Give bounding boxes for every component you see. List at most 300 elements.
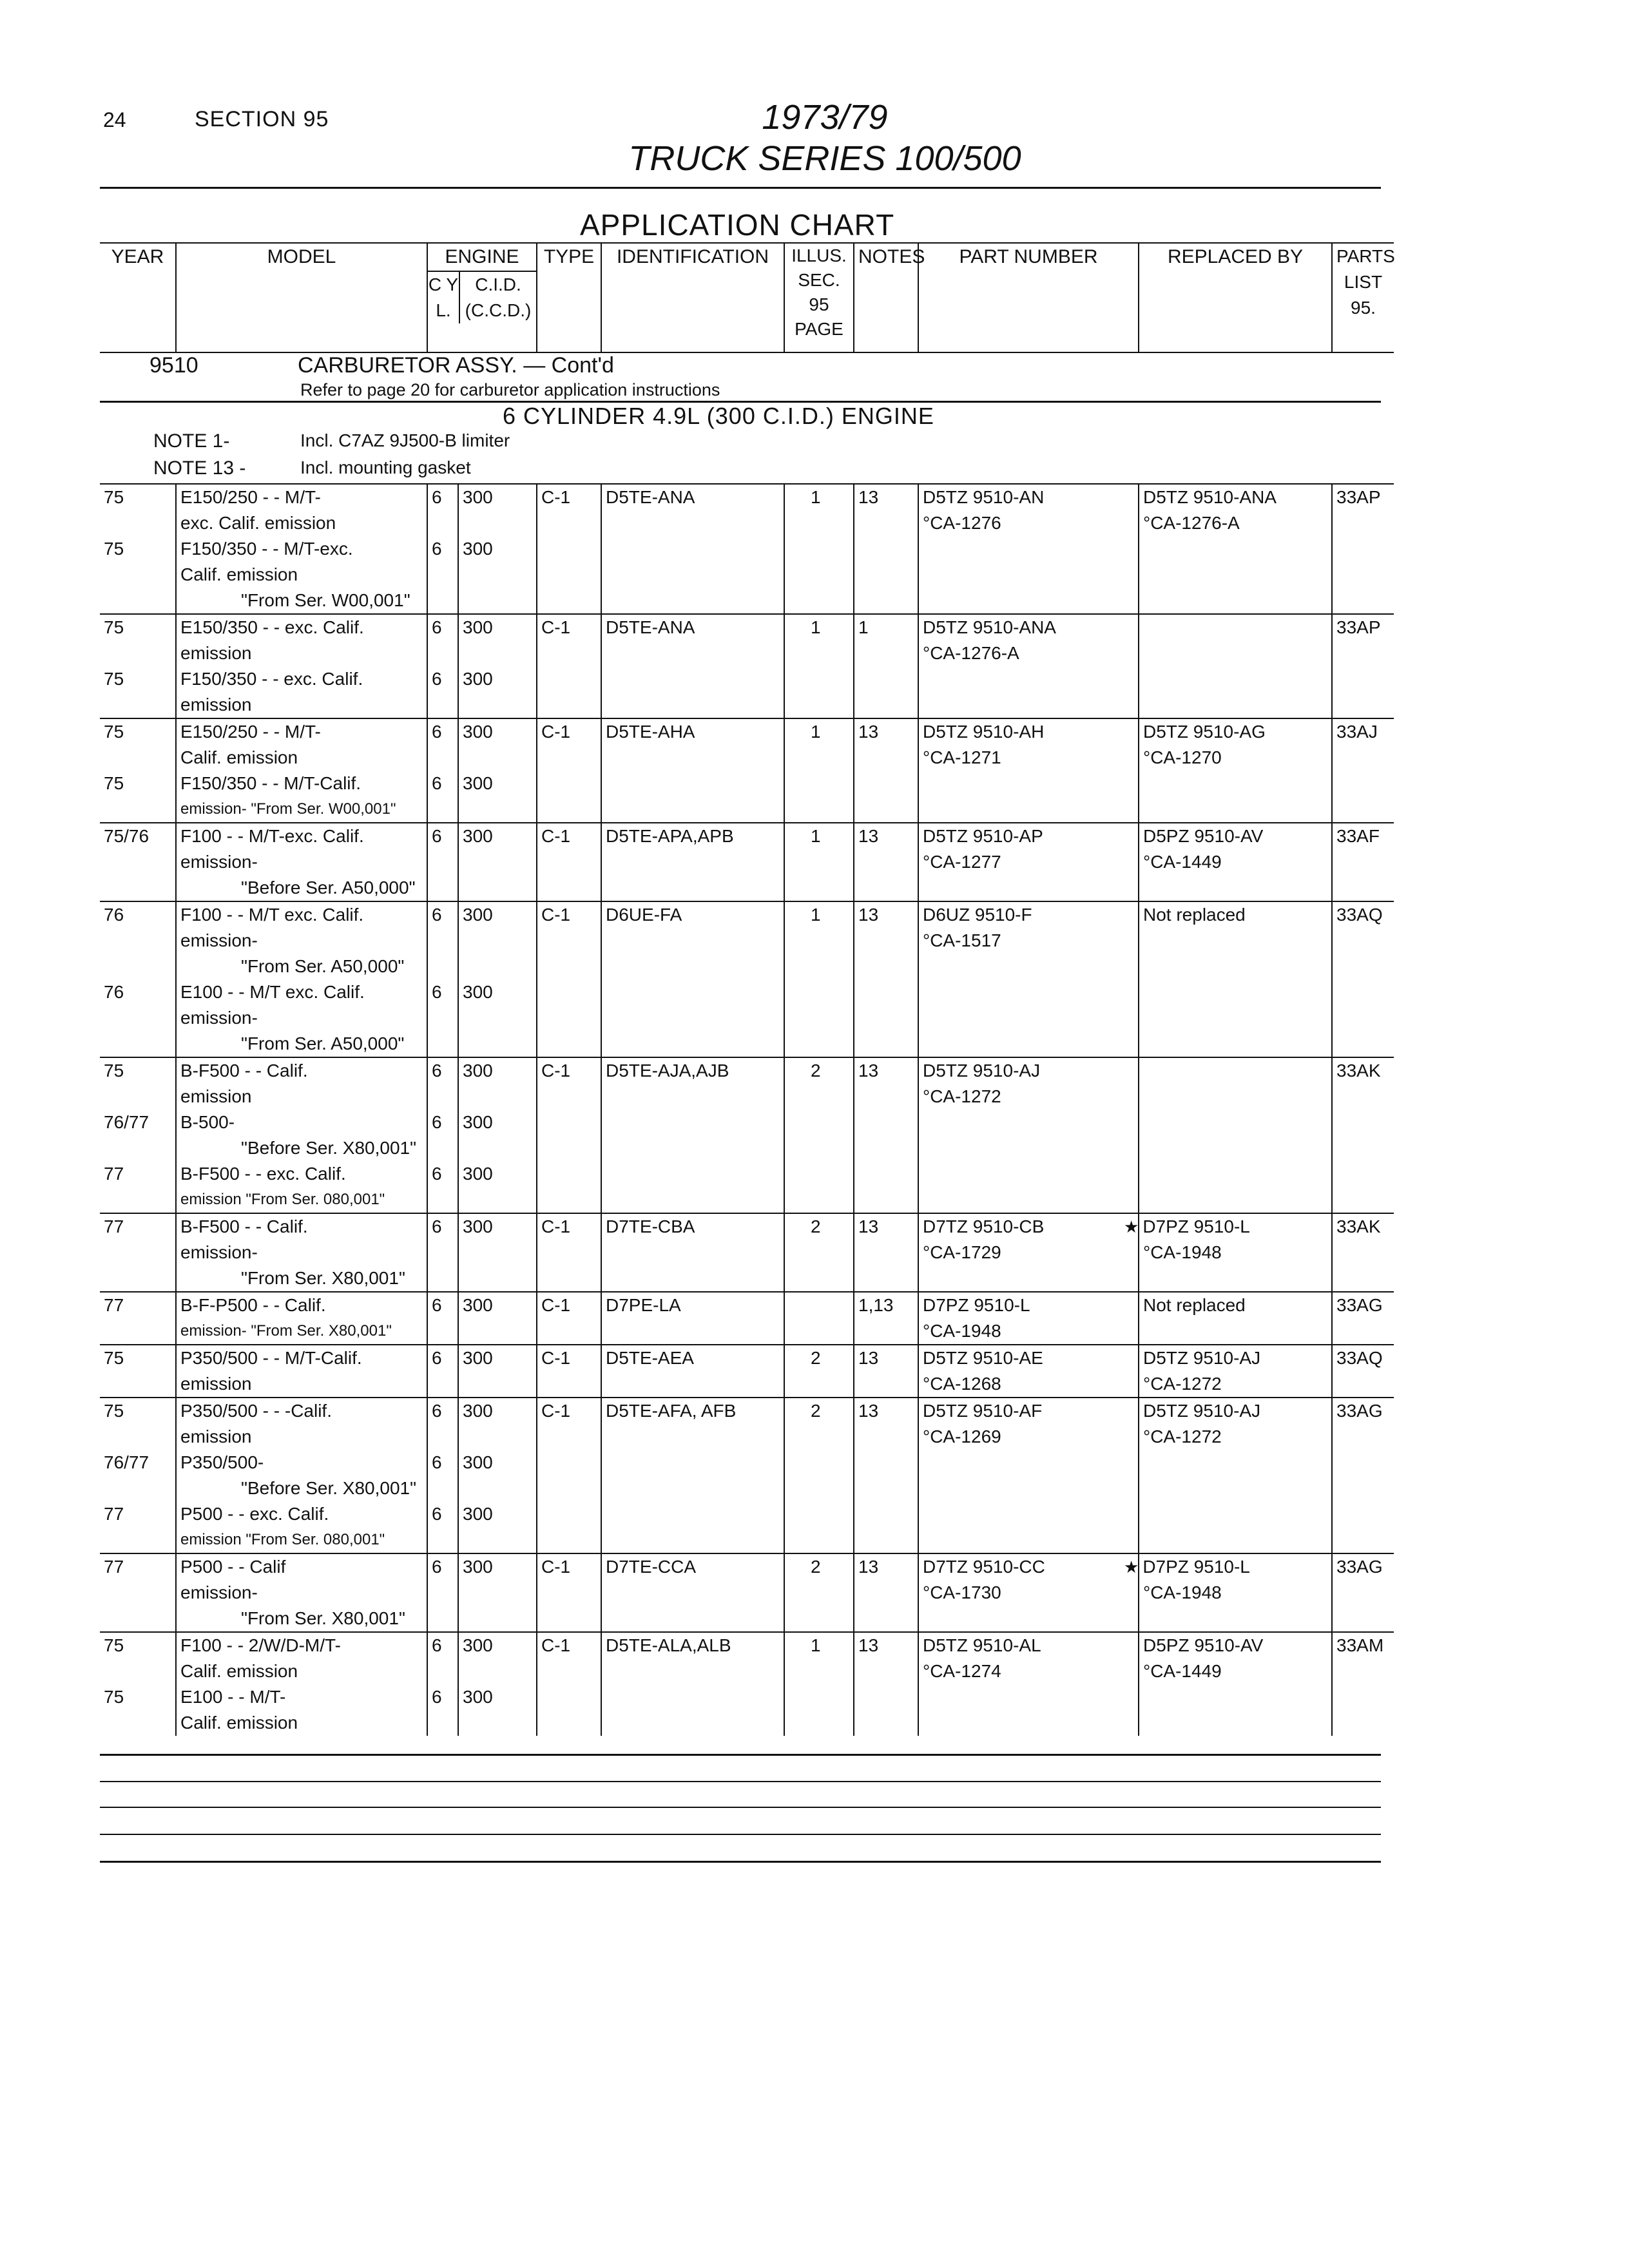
illus-page-text: 1	[811, 487, 821, 507]
cell-identification	[601, 901, 784, 928]
cell-replaced-by	[1139, 614, 1332, 640]
cell-illus-page	[784, 823, 854, 849]
engine-heading: 6 CYLINDER 4.9L (300 C.I.D.) ENGINE	[503, 403, 934, 429]
cell-illus-page	[784, 692, 854, 718]
cell-illus-page	[784, 484, 854, 510]
cell-cyl	[427, 1135, 458, 1161]
table-row	[100, 1345, 1394, 1371]
cell-notes	[854, 536, 918, 562]
table-row	[100, 1005, 1394, 1031]
cell-cid	[458, 901, 537, 928]
cell-notes	[854, 614, 918, 640]
cell-illus-page	[784, 1710, 854, 1736]
cyl-text: 6	[432, 539, 442, 559]
cell-parts-list	[1332, 536, 1394, 562]
cell-year	[100, 1580, 176, 1606]
cell-model	[176, 1606, 427, 1632]
cell-part-number	[918, 1371, 1139, 1398]
section-name: CARBURETOR ASSY. — Cont'd	[298, 353, 614, 378]
cell-type	[537, 640, 601, 666]
cid-text: 300	[463, 826, 493, 846]
cell-parts-list	[1332, 1187, 1394, 1213]
parts-list-text: 33AG	[1336, 1557, 1383, 1577]
replaced-by-text: °CA-1449	[1143, 1661, 1222, 1681]
cell-model	[176, 1240, 427, 1265]
col-type: TYPE	[537, 243, 601, 352]
type-text: C-1	[541, 722, 571, 742]
table-row	[100, 1265, 1394, 1292]
part-number-text: D5TZ 9510-AF	[923, 1401, 1043, 1421]
cell-year	[100, 823, 176, 849]
cell-type	[537, 1110, 601, 1135]
model-text: Calif. emission	[180, 564, 298, 584]
year-text: 75	[104, 722, 124, 742]
cell-year	[100, 1057, 176, 1084]
cell-notes	[854, 666, 918, 692]
cell-part-number	[918, 796, 1139, 823]
cell-year	[100, 510, 176, 536]
cell-identification	[601, 979, 784, 1005]
cell-parts-list	[1332, 979, 1394, 1005]
col-model: MODEL	[176, 243, 427, 352]
cell-notes	[854, 745, 918, 771]
cell-replaced-by	[1139, 901, 1332, 928]
table-row	[100, 1475, 1394, 1501]
table-row	[100, 1632, 1394, 1658]
table-row	[100, 1501, 1394, 1527]
cell-parts-list	[1332, 1084, 1394, 1110]
cell-identification	[601, 1292, 784, 1318]
cell-replaced-by	[1139, 796, 1332, 823]
replaced-by-text: °CA-1948	[1143, 1582, 1222, 1602]
cell-year	[100, 901, 176, 928]
cell-illus-page	[784, 928, 854, 954]
model-text: B-500-	[180, 1112, 235, 1132]
cell-year	[100, 640, 176, 666]
cell-notes	[854, 1398, 918, 1424]
cell-model	[176, 1475, 427, 1501]
cell-part-number	[918, 1398, 1139, 1424]
cell-model	[176, 484, 427, 510]
identification-text: D7TE-CBA	[606, 1216, 695, 1236]
cell-illus-page	[784, 588, 854, 614]
cell-illus-page	[784, 1371, 854, 1398]
cell-cid	[458, 745, 537, 771]
cell-type	[537, 1161, 601, 1187]
table-row	[100, 718, 1394, 745]
cell-cyl	[427, 1084, 458, 1110]
cell-model	[176, 1450, 427, 1475]
cell-illus-page	[784, 849, 854, 875]
cell-illus-page	[784, 1553, 854, 1580]
cell-type	[537, 692, 601, 718]
cell-type	[537, 1606, 601, 1632]
cell-part-number	[918, 1501, 1139, 1527]
cell-replaced-by	[1139, 484, 1332, 510]
cell-notes	[854, 1187, 918, 1213]
cell-notes	[854, 771, 918, 796]
cell-cid	[458, 875, 537, 901]
cell-replaced-by	[1139, 1527, 1332, 1553]
cell-type	[537, 1213, 601, 1240]
cell-replaced-by	[1139, 1110, 1332, 1135]
cell-cyl	[427, 536, 458, 562]
replaced-by-text: °CA-1948	[1143, 1242, 1222, 1262]
table-row	[100, 1606, 1394, 1632]
cell-notes	[854, 1213, 918, 1240]
cell-notes	[854, 849, 918, 875]
cyl-text: 6	[432, 1687, 442, 1707]
type-text: C-1	[541, 1635, 571, 1655]
notes-text: 13	[858, 1401, 879, 1421]
cell-notes	[854, 1292, 918, 1318]
cell-parts-list	[1332, 1005, 1394, 1031]
identification-text: D5TE-ANA	[606, 487, 695, 507]
cell-part-number	[918, 875, 1139, 901]
cell-type	[537, 796, 601, 823]
cell-model	[176, 588, 427, 614]
cell-cyl	[427, 823, 458, 849]
parts-list-text: 33AG	[1336, 1401, 1383, 1421]
cell-cyl	[427, 771, 458, 796]
model-text: B-F500 - - exc. Calif.	[180, 1164, 346, 1184]
cid-text: 300	[463, 1557, 493, 1577]
cell-model	[176, 823, 427, 849]
cell-notes	[854, 1684, 918, 1710]
cell-replaced-by	[1139, 1187, 1332, 1213]
cell-year	[100, 1318, 176, 1345]
table-row	[100, 536, 1394, 562]
model-text: P500 - - exc. Calif.	[180, 1504, 329, 1524]
cell-replaced-by	[1139, 954, 1332, 979]
cell-notes	[854, 1632, 918, 1658]
cell-type	[537, 875, 601, 901]
cell-illus-page	[784, 1475, 854, 1501]
col-part-number: PART NUMBER	[918, 243, 1139, 352]
type-text: C-1	[541, 1216, 571, 1236]
part-number-text: °CA-1517	[923, 930, 1001, 950]
cell-notes	[854, 640, 918, 666]
table-row	[100, 1450, 1394, 1475]
notes-text: 13	[858, 487, 879, 507]
cell-replaced-by	[1139, 1135, 1332, 1161]
cell-parts-list	[1332, 1424, 1394, 1450]
identification-text: D5TE-AJA,AJB	[606, 1061, 729, 1081]
cell-replaced-by	[1139, 510, 1332, 536]
cell-identification	[601, 536, 784, 562]
cell-parts-list	[1332, 718, 1394, 745]
type-text: C-1	[541, 1401, 571, 1421]
cell-part-number	[918, 745, 1139, 771]
cell-year	[100, 614, 176, 640]
cell-type	[537, 484, 601, 510]
cell-year	[100, 1371, 176, 1398]
cell-cid	[458, 1057, 537, 1084]
identification-text: D5TE-AHA	[606, 722, 695, 742]
cell-part-number	[918, 1658, 1139, 1684]
cell-type	[537, 562, 601, 588]
cell-type	[537, 588, 601, 614]
model-text: "Before Ser. A50,000"	[241, 878, 416, 898]
application-table	[100, 483, 1394, 1736]
model-text: "Before Ser. X80,001"	[241, 1478, 417, 1498]
cell-cid	[458, 954, 537, 979]
table-row	[100, 1318, 1394, 1345]
cell-cyl	[427, 1213, 458, 1240]
col-identification: IDENTIFICATION	[601, 243, 784, 352]
cell-identification	[601, 1475, 784, 1501]
cell-notes	[854, 1135, 918, 1161]
part-number-text: D5TZ 9510-ANA	[923, 617, 1056, 637]
cell-cyl	[427, 1110, 458, 1135]
model-text: E100 - - M/T exc. Calif.	[180, 982, 365, 1002]
parts-list-text: 33AM	[1336, 1635, 1384, 1655]
cell-replaced-by	[1139, 823, 1332, 849]
part-number-text: °CA-1948	[923, 1321, 1001, 1341]
cell-part-number	[918, 718, 1139, 745]
cell-type	[537, 1475, 601, 1501]
cell-notes	[854, 1527, 918, 1553]
cell-cid	[458, 1632, 537, 1658]
cell-cid	[458, 1658, 537, 1684]
cell-identification	[601, 1265, 784, 1292]
table-row	[100, 1658, 1394, 1684]
cell-type	[537, 1501, 601, 1527]
table-row	[100, 1553, 1394, 1580]
cell-illus-page	[784, 1292, 854, 1318]
cell-type	[537, 1658, 601, 1684]
cell-parts-list	[1332, 1501, 1394, 1527]
cell-type	[537, 1031, 601, 1057]
cell-part-number	[918, 1424, 1139, 1450]
cell-notes	[854, 1606, 918, 1632]
cell-identification	[601, 954, 784, 979]
part-number-text: D5TZ 9510-AL	[923, 1635, 1041, 1655]
cell-year	[100, 1213, 176, 1240]
part-number-text: °CA-1274	[923, 1661, 1001, 1681]
cell-year	[100, 1161, 176, 1187]
cell-replaced-by	[1139, 1501, 1332, 1527]
notes-text: 13	[858, 1635, 879, 1655]
cid-text: 300	[463, 722, 493, 742]
cell-cyl	[427, 1005, 458, 1031]
cyl-text: 6	[432, 722, 442, 742]
col-engine	[427, 243, 537, 352]
cell-type	[537, 1084, 601, 1110]
cell-model	[176, 1031, 427, 1057]
table-row	[100, 1187, 1394, 1213]
cell-year	[100, 1424, 176, 1450]
cell-part-number	[918, 901, 1139, 928]
col-illus: ILLUS. SEC. 95 PAGE	[784, 243, 854, 352]
cell-cid	[458, 1031, 537, 1057]
cell-illus-page	[784, 954, 854, 979]
cell-part-number	[918, 1135, 1139, 1161]
cell-part-number	[918, 1710, 1139, 1736]
cell-illus-page	[784, 1684, 854, 1710]
cell-parts-list	[1332, 1161, 1394, 1187]
part-number-text: °CA-1277	[923, 852, 1001, 872]
model-text: P350/500-	[180, 1452, 264, 1472]
cell-year	[100, 1710, 176, 1736]
year-text: 75	[104, 1687, 124, 1707]
notes-text: 1	[858, 617, 869, 637]
cell-year	[100, 954, 176, 979]
model-text: E100 - - M/T-	[180, 1687, 286, 1707]
cell-replaced-by	[1139, 562, 1332, 588]
year-text: 75	[104, 1401, 124, 1421]
cell-cid	[458, 1110, 537, 1135]
cell-type	[537, 1265, 601, 1292]
identification-text: D5TE-ANA	[606, 617, 695, 637]
model-text: emission	[180, 695, 252, 715]
table-row	[100, 1213, 1394, 1240]
notes-text: 13	[858, 722, 879, 742]
cid-text: 300	[463, 487, 493, 507]
cell-illus-page	[784, 1501, 854, 1527]
cyl-text: 6	[432, 1452, 442, 1472]
year-text: 75	[104, 539, 124, 559]
year-text: 75	[104, 617, 124, 637]
cell-notes	[854, 928, 918, 954]
cell-part-number	[918, 1005, 1139, 1031]
cell-cid	[458, 1187, 537, 1213]
model-text: emission "From Ser. 080,001"	[180, 1191, 385, 1208]
replaced-by-text: D7PZ 9510-L	[1142, 1216, 1250, 1236]
cell-model	[176, 1057, 427, 1084]
cid-text: 300	[463, 1295, 493, 1315]
cell-illus-page	[784, 1084, 854, 1110]
table-row	[100, 1710, 1394, 1736]
table-row	[100, 928, 1394, 954]
model-text: "From Ser. X80,001"	[241, 1268, 405, 1288]
cell-cid	[458, 1084, 537, 1110]
star-icon: ★	[1124, 1217, 1139, 1236]
cell-replaced-by	[1139, 1005, 1332, 1031]
cell-cid	[458, 1213, 537, 1240]
cid-text: 300	[463, 1635, 493, 1655]
replaced-by-text: D5TZ 9510-AJ	[1143, 1348, 1261, 1368]
cell-cyl	[427, 745, 458, 771]
cell-year	[100, 484, 176, 510]
col-notes: NOTES	[854, 243, 918, 352]
cell-type	[537, 771, 601, 796]
cell-cid	[458, 614, 537, 640]
model-text: emission-	[180, 852, 258, 872]
cell-year	[100, 1005, 176, 1031]
cell-cid	[458, 1135, 537, 1161]
model-text: Calif. emission	[180, 747, 298, 767]
cell-cyl	[427, 1371, 458, 1398]
cell-identification	[601, 1424, 784, 1450]
year-text: 77	[104, 1504, 124, 1524]
cid-text: 300	[463, 982, 493, 1002]
cell-model	[176, 1424, 427, 1450]
cell-identification	[601, 1632, 784, 1658]
cell-model	[176, 1580, 427, 1606]
cell-replaced-by	[1139, 640, 1332, 666]
cell-parts-list	[1332, 1450, 1394, 1475]
cell-illus-page	[784, 536, 854, 562]
cell-identification	[601, 692, 784, 718]
cell-identification	[601, 1345, 784, 1371]
cell-model	[176, 1684, 427, 1710]
cell-part-number	[918, 614, 1139, 640]
cell-cyl	[427, 849, 458, 875]
cell-illus-page	[784, 796, 854, 823]
cell-identification	[601, 1031, 784, 1057]
cell-notes	[854, 588, 918, 614]
cyl-text: 6	[432, 1164, 442, 1184]
cell-part-number	[918, 1475, 1139, 1501]
cell-parts-list	[1332, 1398, 1394, 1424]
table-row	[100, 1580, 1394, 1606]
cell-illus-page	[784, 1450, 854, 1475]
cell-type	[537, 510, 601, 536]
cell-cyl	[427, 1161, 458, 1187]
cell-illus-page	[784, 1005, 854, 1031]
cell-cyl	[427, 1031, 458, 1057]
cell-illus-page	[784, 1031, 854, 1057]
table-row	[100, 1424, 1394, 1450]
cell-notes	[854, 1501, 918, 1527]
part-number-text: D7TZ 9510-CC	[923, 1557, 1045, 1577]
cid-text: 300	[463, 1061, 493, 1081]
cell-type	[537, 1057, 601, 1084]
footer-rule-2	[100, 1781, 1381, 1782]
cell-year	[100, 1553, 176, 1580]
cell-notes	[854, 1318, 918, 1345]
cell-parts-list	[1332, 1527, 1394, 1553]
cell-year	[100, 849, 176, 875]
cell-part-number	[918, 928, 1139, 954]
cell-replaced-by	[1139, 1292, 1332, 1318]
cell-replaced-by	[1139, 1240, 1332, 1265]
cell-illus-page	[784, 1606, 854, 1632]
table-row	[100, 1084, 1394, 1110]
cell-identification	[601, 1501, 784, 1527]
cell-identification	[601, 928, 784, 954]
cell-illus-page	[784, 875, 854, 901]
note13-text: Incl. mounting gasket	[300, 457, 471, 477]
cell-cid	[458, 588, 537, 614]
cell-cyl	[427, 1527, 458, 1553]
cell-cyl	[427, 1292, 458, 1318]
cell-type	[537, 1450, 601, 1475]
cell-cyl	[427, 875, 458, 901]
cell-cid	[458, 1318, 537, 1345]
model-text: E150/250 - - M/T-	[180, 722, 321, 742]
cell-parts-list	[1332, 510, 1394, 536]
type-text: C-1	[541, 1557, 571, 1577]
cell-notes	[854, 562, 918, 588]
illus-page-text: 1	[811, 722, 821, 742]
cell-part-number	[918, 562, 1139, 588]
model-text: F150/350 - - exc. Calif.	[180, 669, 363, 689]
part-number-text: D7PZ 9510-L	[923, 1295, 1030, 1315]
cell-part-number	[918, 1265, 1139, 1292]
parts-list-text: 33AQ	[1336, 905, 1383, 925]
cell-model	[176, 1084, 427, 1110]
cell-replaced-by	[1139, 1371, 1332, 1398]
replaced-by-text: °CA-1276-A	[1143, 513, 1240, 533]
cell-model	[176, 1553, 427, 1580]
cyl-text: 6	[432, 1348, 442, 1368]
cell-parts-list	[1332, 1606, 1394, 1632]
cell-type	[537, 1527, 601, 1553]
cell-part-number	[918, 954, 1139, 979]
col-parts-list: PARTS LIST 95.	[1332, 243, 1394, 352]
